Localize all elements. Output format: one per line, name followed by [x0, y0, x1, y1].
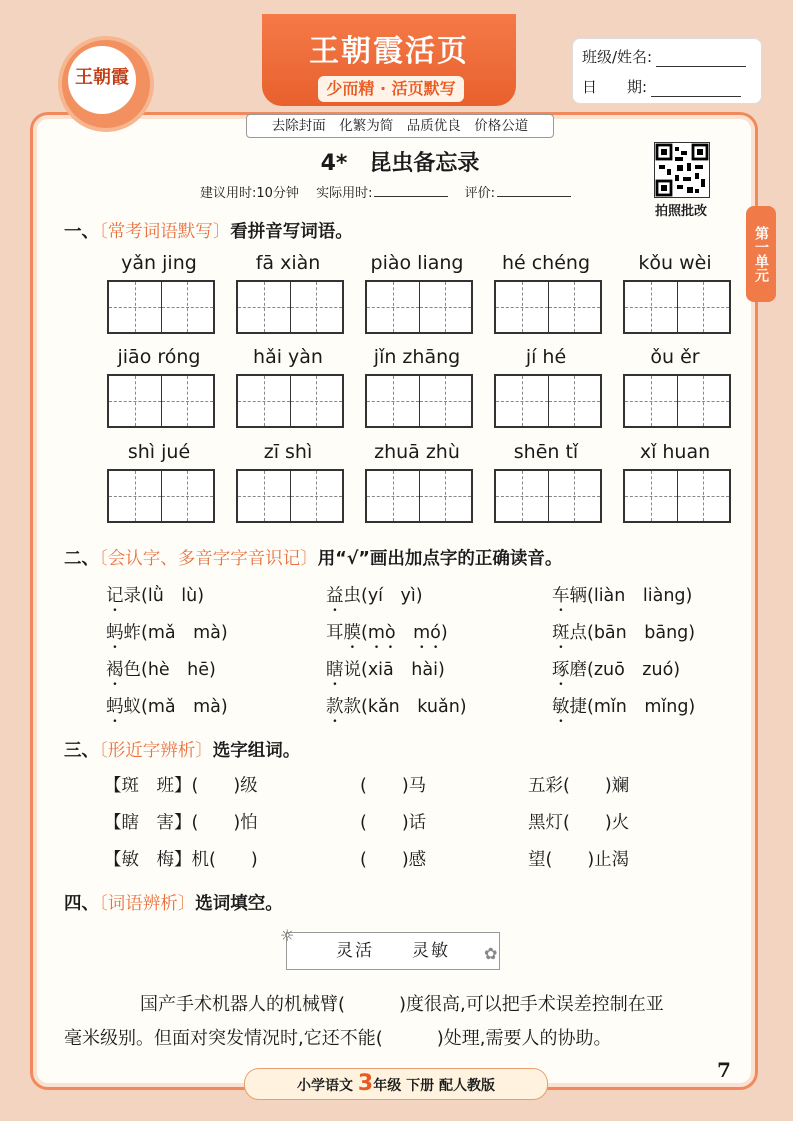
pinyin-label: piào liang	[370, 252, 464, 274]
footer-badge: 小学语文 3年级 下册 配人教版	[244, 1068, 548, 1100]
rating-label: 评价:	[464, 186, 495, 201]
pinyin-label: zhuā zhù	[374, 441, 460, 463]
fill-blank-sentence-1[interactable]: 国产手术机器人的机械臂( )度很高,可以把手术误差控制在亚	[140, 994, 664, 1015]
pronunciation-item[interactable]: 耳膜(mò mó)	[326, 623, 448, 643]
qr-code-icon[interactable]	[654, 142, 710, 198]
pronunciation-item[interactable]: 蚂蚁(mǎ mà)	[106, 697, 228, 717]
pinyin-label: jiāo róng	[117, 346, 201, 368]
pronunciation-item[interactable]: 蚂蚱(mǎ mà)	[106, 623, 228, 643]
pinyin-label: yǎn jing	[121, 252, 197, 274]
pinyin-label: shēn tǐ	[513, 441, 579, 463]
unit-tab: 第一单元	[746, 206, 776, 302]
fill-blank-sentence-2[interactable]: 毫米级别。但面对突发情况时,它还不能( )处理,需要人的协助。	[64, 1028, 612, 1049]
writing-grid[interactable]	[107, 469, 215, 523]
brand-title: 王朝霞活页	[309, 34, 469, 69]
word-choice-item[interactable]: 黑灯( )火	[528, 813, 630, 833]
pinyin-label: zī shì	[263, 441, 313, 463]
pronunciation-item[interactable]: 琢磨(zuō zuó)	[552, 660, 681, 680]
writing-grid[interactable]	[623, 374, 731, 428]
word-options-box: 灵活 灵敏	[286, 932, 500, 970]
word-choice-item[interactable]: 【瞎 害】( )怕	[104, 813, 258, 833]
writing-grid[interactable]	[107, 280, 215, 334]
pinyin-label: hǎi yàn	[253, 346, 323, 368]
pronunciation-item[interactable]: 敏捷(mǐn mǐng)	[552, 697, 696, 717]
pronunciation-item[interactable]: 瞎说(xiā hài)	[326, 660, 445, 680]
writing-grid[interactable]	[494, 280, 602, 334]
brand-subtitle: 少而精 · 活页默写	[318, 76, 464, 102]
pronunciation-item[interactable]: 斑点(bān bāng)	[552, 623, 696, 643]
section1-heading: 一、〔常考词语默写〕看拼音写词语。	[64, 222, 353, 242]
writing-grid[interactable]	[365, 280, 473, 334]
page-number: 7	[717, 1058, 731, 1082]
pinyin-label: ǒu ěr	[650, 346, 700, 368]
lesson-meta	[200, 182, 583, 201]
date-field[interactable]: 日 期:	[582, 76, 741, 97]
pinyin-label: kǒu wèi	[638, 252, 712, 274]
logo-text: 王朝霞	[68, 46, 136, 114]
pinyin-label: xǐ huan	[639, 441, 711, 463]
slogan: 去除封面 化繁为简 品质优良 价格公道	[246, 114, 554, 138]
pronunciation-item[interactable]: 款款(kǎn kuǎn)	[326, 697, 467, 717]
writing-grid[interactable]	[494, 374, 602, 428]
pinyin-label: shì jué	[127, 441, 191, 463]
pinyin-label: fā xiàn	[255, 252, 321, 274]
pronunciation-item[interactable]: 记录(lǜ lù)	[106, 586, 205, 606]
word-choice-item[interactable]: ( )马	[360, 776, 427, 796]
writing-grid[interactable]	[365, 374, 473, 428]
section3-heading: 三、〔形近字辨析〕选字组词。	[64, 741, 301, 761]
qr-label: 拍照批改	[654, 204, 707, 219]
writing-grid[interactable]	[623, 469, 731, 523]
section4-heading: 四、〔词语辨析〕选词填空。	[64, 894, 283, 914]
writing-grid[interactable]	[236, 280, 344, 334]
pinyin-label: hé chéng	[501, 252, 591, 274]
writing-grid[interactable]	[107, 374, 215, 428]
word-choice-item[interactable]: ( )话	[360, 813, 427, 833]
pinyin-label: jǐn zhāng	[373, 346, 461, 368]
suggested-time: 建议用时:10分钟	[200, 186, 299, 201]
word-choice-item[interactable]: 【敏 梅】机( )	[104, 850, 258, 870]
class-name-field[interactable]: 班级/姓名:	[582, 46, 746, 67]
word-choice-item[interactable]: 【斑 班】( )级	[104, 776, 258, 796]
pronunciation-item[interactable]: 褐色(hè hē)	[106, 660, 216, 680]
word-choice-item[interactable]: 五彩( )斓	[528, 776, 630, 796]
section2-heading: 二、〔会认字、多音字字音识记〕用“√”画出加点字的正确读音。	[64, 549, 563, 569]
writing-grid[interactable]	[494, 469, 602, 523]
flower-icon: ✿	[484, 944, 498, 963]
actual-time-label: 实际用时:	[316, 186, 373, 201]
pronunciation-item[interactable]: 车辆(liàn liàng)	[552, 586, 693, 606]
pinyin-label: jí hé	[525, 346, 567, 368]
writing-grid[interactable]	[236, 374, 344, 428]
rating-input[interactable]	[497, 184, 571, 197]
writing-grid[interactable]	[236, 469, 344, 523]
page-title: 4* 昆虫备忘录	[320, 151, 480, 176]
sun-icon: ☼	[280, 926, 295, 945]
word-choice-item[interactable]: ( )感	[360, 850, 427, 870]
actual-time-input[interactable]	[374, 184, 448, 197]
writing-grid[interactable]	[623, 280, 731, 334]
writing-grid[interactable]	[365, 469, 473, 523]
pronunciation-item[interactable]: 益虫(yí yì)	[326, 586, 423, 606]
word-choice-item[interactable]: 望( )止渴	[528, 850, 630, 870]
